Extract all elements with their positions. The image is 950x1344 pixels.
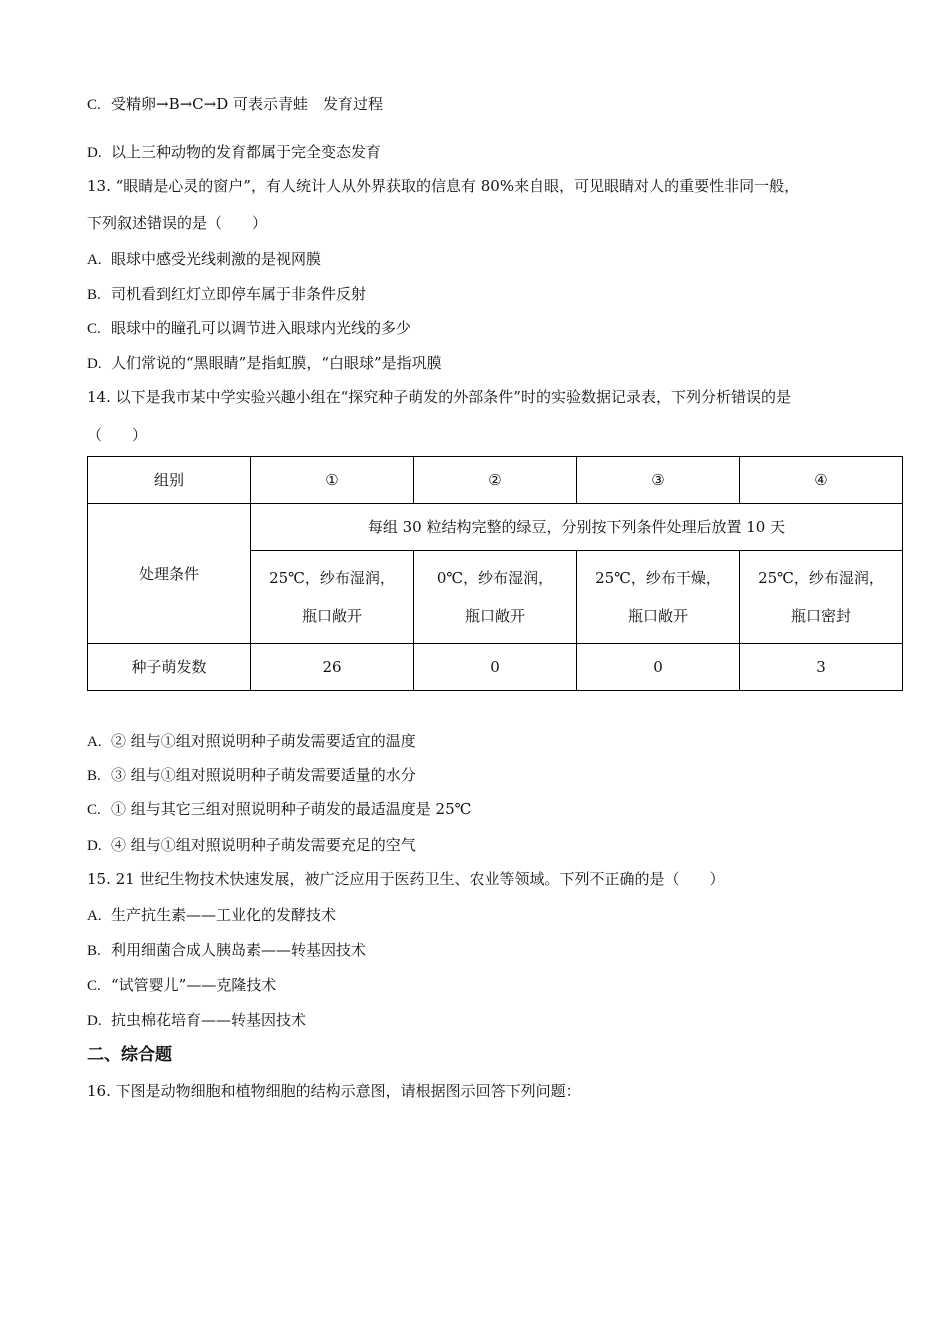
q14-option-b [87,765,416,786]
q15-stem: 15. 21 世纪生物技术快速发展，被广泛应用于医药卫生、农业等领域。下列不正确的是（ ） [87,870,725,888]
q14-option-c [87,799,471,820]
germination-label: 种子萌发数 [88,644,251,691]
condition-cell [251,551,414,644]
q14-option-d [87,835,416,856]
germination-count: 3 [740,644,903,691]
group-header: ① [251,457,414,504]
option-text: 受精卵→B→C→D 可表示青蛙 发育过程 [111,95,384,113]
option-letter: D. [87,145,102,161]
q14-option-a [87,731,416,752]
germination-count: 0 [414,644,577,691]
q16-stem: 16. 下图是动物细胞和植物细胞的结构示意图，请根据图示回答下列问题： [87,1082,581,1100]
condition-cell [577,551,740,644]
option-text: ④ 组与①组对照说明种子萌发需要充足的空气 [111,836,416,854]
option-letter: C. [87,978,101,994]
option-text: 生产抗生素——工业化的发酵技术 [111,906,337,924]
q14-stem-line1: 14. 以下是我市某中学实验兴趣小组在“探究种子萌发的外部条件”时的实验数据记录表，下列分析错误的是 [87,388,791,406]
experiment-table [87,456,903,691]
q12-option-d [87,142,381,163]
q15-option-d [87,1010,306,1031]
q13-stem-line1: 13. “眼睛是心灵的窗户”，有人统计人从外界获取的信息有 80%来自眼，可见眼睛对人的重要性非同一般， [87,177,800,195]
q15-option-c [87,975,276,996]
germination-count: 0 [577,644,740,691]
common-condition: 每组 30 粒结构完整的绿豆，分别按下列条件处理后放置 10 天 [251,504,903,551]
condition-cell [740,551,903,644]
condition-line: 25℃，纱布湿润， [269,569,395,587]
q13-stem-line2: 下列叙述错误的是（ ） [87,214,268,232]
q14-stem-line2: （ ） [87,426,148,444]
option-text: 司机看到红灯立即停车属于非条件反射 [111,285,367,303]
option-letter: A. [87,908,102,924]
option-letter: D. [87,1013,102,1029]
condition-line: 瓶口敞开 [301,607,362,625]
option-text: ② 组与①组对照说明种子萌发需要适宜的温度 [111,732,416,750]
condition-line: 25℃，纱布湿润， [758,569,884,587]
option-text: 以上三种动物的发育都属于完全变态发育 [111,143,382,161]
option-letter: B. [87,768,101,784]
q15-option-b [87,940,366,961]
condition-line: 25℃，纱布干燥， [595,569,721,587]
q13-option-a [87,249,321,270]
option-letter: C. [87,321,101,337]
table-row [88,457,903,504]
option-text: 抗虫棉花培育——转基因技术 [111,1011,307,1029]
q12-option-c [87,94,383,115]
option-letter: A. [87,734,102,750]
option-text: 利用细菌合成人胰岛素——转基因技术 [111,941,367,959]
option-letter: C. [87,802,101,818]
section-heading: 二、综合题 [87,1045,172,1065]
germination-count: 26 [251,644,414,691]
group-header: ④ [740,457,903,504]
condition-cell [414,551,577,644]
condition-line: 0℃，纱布湿润， [436,569,554,587]
condition-label: 处理条件 [88,504,251,644]
option-text: 人们常说的“黑眼睛”是指虹膜，“白眼球”是指巩膜 [111,354,442,372]
group-header: ③ [577,457,740,504]
option-text: “试管婴儿”——克隆技术 [111,976,277,994]
condition-line: 瓶口敞开 [464,607,525,625]
table-row [88,504,903,551]
condition-line: 瓶口密封 [790,607,851,625]
option-letter: B. [87,943,101,959]
option-letter: B. [87,287,101,303]
q15-option-a [87,905,336,926]
table-row [88,644,903,691]
condition-line: 瓶口敞开 [627,607,688,625]
option-text: ① 组与其它三组对照说明种子萌发的最适温度是 25℃ [111,800,472,818]
option-text: 眼球中感受光线刺激的是视网膜 [111,250,322,268]
option-letter: D. [87,838,102,854]
option-letter: D. [87,356,102,372]
q13-option-c [87,318,411,339]
option-text: ③ 组与①组对照说明种子萌发需要适量的水分 [111,766,416,784]
option-text: 眼球中的瞳孔可以调节进入眼球内光线的多少 [111,319,412,337]
option-letter: A. [87,252,102,268]
group-header: ② [414,457,577,504]
q13-option-b [87,284,366,305]
option-letter: C. [87,97,101,113]
group-label: 组别 [88,457,251,504]
q13-option-d [87,353,442,374]
